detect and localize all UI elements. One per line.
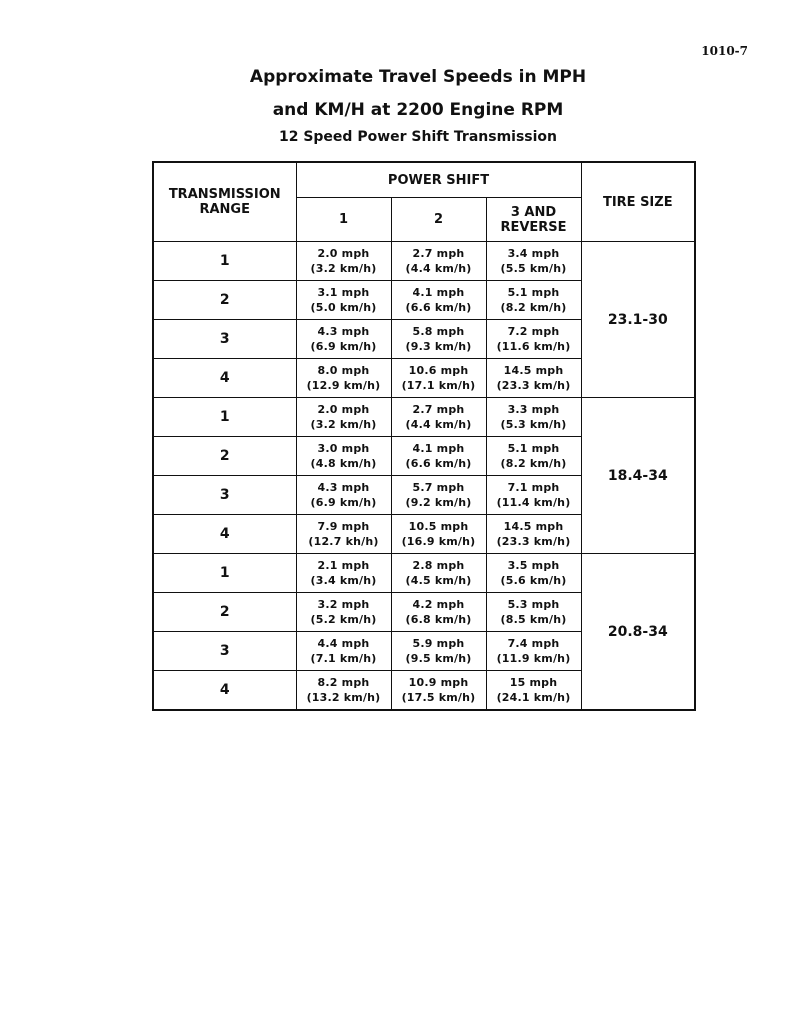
speed-kmh: (4.4 km/h) (405, 262, 472, 275)
speed-cell-shift-3 (486, 515, 581, 554)
speed-mph: 10.9 mph (408, 676, 469, 689)
speed-mph: 4.1 mph (412, 286, 465, 299)
speed-kmh: (6.9 km/h) (310, 340, 377, 353)
speed-kmh: (12.9 km/h) (306, 379, 381, 392)
transmission-range-cell: 3 (153, 476, 296, 515)
transmission-range-cell: 4 (153, 359, 296, 398)
table-row (153, 242, 695, 281)
speed-cell-shift-1 (296, 359, 391, 398)
speed-mph: 3.2 mph (317, 598, 370, 611)
speed-mph: 2.7 mph (412, 403, 465, 416)
speed-kmh: (11.4 km/h) (496, 496, 571, 509)
tire-size-cell: 18.4-34 (581, 398, 695, 554)
speed-mph: 10.6 mph (408, 364, 469, 377)
speed-cell-shift-3 (486, 554, 581, 593)
speed-mph: 14.5 mph (503, 520, 564, 533)
speed-cell-shift-2 (391, 632, 486, 671)
speed-cell-shift-1 (296, 320, 391, 359)
transmission-range-cell: 4 (153, 515, 296, 554)
transmission-range-cell: 4 (153, 671, 296, 711)
speed-cell-shift-1 (296, 593, 391, 632)
speed-cell-shift-1 (296, 242, 391, 281)
speed-kmh: (9.5 km/h) (405, 652, 472, 665)
speed-mph: 4.3 mph (317, 481, 370, 494)
speed-cell-shift-3 (486, 320, 581, 359)
speed-mph: 15 mph (509, 676, 558, 689)
speed-kmh: (5.5 km/h) (500, 262, 567, 275)
speed-kmh: (5.0 km/h) (310, 301, 377, 314)
speed-cell-shift-2 (391, 398, 486, 437)
speed-cell-shift-3 (486, 359, 581, 398)
speed-kmh: (4.4 km/h) (405, 418, 472, 431)
speed-kmh: (5.6 km/h) (500, 574, 567, 587)
speed-mph: 5.3 mph (507, 598, 560, 611)
speed-cell-shift-2 (391, 281, 486, 320)
tire-size-cell: 23.1-30 (581, 242, 695, 398)
speed-cell-shift-1 (296, 281, 391, 320)
transmission-range-cell: 1 (153, 398, 296, 437)
table-body (153, 242, 695, 711)
page-subtitle: 12 Speed Power Shift Transmission (278, 129, 558, 145)
speed-mph: 4.2 mph (412, 598, 465, 611)
speed-kmh: (6.8 km/h) (405, 613, 472, 626)
speed-kmh: (17.5 km/h) (401, 691, 476, 704)
speed-mph: 10.5 mph (408, 520, 469, 533)
speed-mph: 4.3 mph (317, 325, 370, 338)
speed-kmh: (16.9 km/h) (401, 535, 476, 548)
transmission-range-cell: 3 (153, 320, 296, 359)
shift-3-header-line2: REVERSE (500, 219, 567, 235)
speed-kmh: (6.9 km/h) (310, 496, 377, 509)
shift-3-header-line1: 3 AND (510, 204, 557, 220)
speed-kmh: (4.5 km/h) (405, 574, 472, 587)
transmission-range-cell: 1 (153, 554, 296, 593)
speed-cell-shift-2 (391, 593, 486, 632)
speed-kmh: (11.9 km/h) (496, 652, 571, 665)
speed-kmh: (7.1 km/h) (310, 652, 377, 665)
speed-cell-shift-3 (486, 242, 581, 281)
speed-mph: 5.7 mph (412, 481, 465, 494)
speed-mph: 7.1 mph (507, 481, 560, 494)
speed-kmh: (5.3 km/h) (500, 418, 567, 431)
speed-kmh: (3.2 km/h) (310, 262, 377, 275)
transmission-range-header-line1: TRANSMISSION (168, 187, 281, 202)
speed-cell-shift-3 (486, 437, 581, 476)
travel-speed-table (152, 161, 696, 711)
speed-kmh: (12.7 kh/h) (308, 535, 379, 548)
speed-cell-shift-3 (486, 632, 581, 671)
speed-mph: 8.0 mph (317, 364, 370, 377)
speed-mph: 7.9 mph (317, 520, 370, 533)
power-shift-header: POWER SHIFT (296, 162, 581, 198)
speed-mph: 2.0 mph (317, 247, 370, 260)
speed-kmh: (3.2 km/h) (310, 418, 377, 431)
speed-cell-shift-2 (391, 671, 486, 711)
speed-mph: 2.1 mph (317, 559, 370, 572)
speed-cell-shift-3 (486, 593, 581, 632)
table-row (153, 398, 695, 437)
page-title-line2: and KM/H at 2200 Engine RPM (272, 100, 564, 120)
speed-mph: 3.3 mph (507, 403, 560, 416)
speed-cell-shift-2 (391, 476, 486, 515)
speed-kmh: (13.2 km/h) (306, 691, 381, 704)
shift-2-header: 2 (391, 198, 486, 242)
speed-cell-shift-2 (391, 554, 486, 593)
speed-mph: 5.8 mph (412, 325, 465, 338)
speed-mph: 8.2 mph (317, 676, 370, 689)
tire-size-header: TIRE SIZE (581, 162, 695, 242)
speed-cell-shift-1 (296, 437, 391, 476)
tire-size-cell: 20.8-34 (581, 554, 695, 711)
speed-kmh: (6.6 km/h) (405, 301, 472, 314)
speed-kmh: (3.4 km/h) (310, 574, 377, 587)
speed-cell-shift-2 (391, 320, 486, 359)
speed-cell-shift-1 (296, 476, 391, 515)
speed-mph: 2.7 mph (412, 247, 465, 260)
transmission-range-cell: 2 (153, 281, 296, 320)
speed-mph: 3.4 mph (507, 247, 560, 260)
speed-cell-shift-3 (486, 281, 581, 320)
speed-kmh: (8.2 km/h) (500, 301, 567, 314)
speed-cell-shift-3 (486, 398, 581, 437)
speed-cell-shift-3 (486, 671, 581, 711)
speed-kmh: (17.1 km/h) (401, 379, 476, 392)
speed-cell-shift-1 (296, 554, 391, 593)
transmission-range-header-line2: RANGE (199, 202, 250, 217)
transmission-range-cell: 1 (153, 242, 296, 281)
speed-mph: 2.0 mph (317, 403, 370, 416)
speed-kmh: (8.5 km/h) (500, 613, 567, 626)
speed-kmh: (23.3 km/h) (496, 535, 571, 548)
speed-kmh: (4.8 km/h) (310, 457, 377, 470)
speed-cell-shift-2 (391, 359, 486, 398)
speed-cell-shift-1 (296, 671, 391, 711)
speed-mph: 5.1 mph (507, 286, 560, 299)
shift-1-header: 1 (296, 198, 391, 242)
speed-mph: 5.9 mph (412, 637, 465, 650)
speed-cell-shift-1 (296, 398, 391, 437)
transmission-range-cell: 2 (153, 437, 296, 476)
speed-kmh: (24.1 km/h) (496, 691, 571, 704)
speed-mph: 3.0 mph (317, 442, 370, 455)
speed-kmh: (5.2 km/h) (310, 613, 377, 626)
speed-mph: 5.1 mph (507, 442, 560, 455)
speed-cell-shift-2 (391, 515, 486, 554)
speed-kmh: (9.3 km/h) (405, 340, 472, 353)
speed-mph: 14.5 mph (503, 364, 564, 377)
speed-mph: 3.5 mph (507, 559, 560, 572)
speed-kmh: (6.6 km/h) (405, 457, 472, 470)
page-number: 1010-7 (701, 44, 748, 58)
speed-mph: 4.4 mph (317, 637, 370, 650)
speed-cell-shift-3 (486, 476, 581, 515)
table-row (153, 554, 695, 593)
speed-kmh: (9.2 km/h) (405, 496, 472, 509)
page-title-line1: Approximate Travel Speeds in MPH (249, 67, 587, 87)
speed-cell-shift-2 (391, 242, 486, 281)
speed-cell-shift-1 (296, 632, 391, 671)
speed-mph: 7.2 mph (507, 325, 560, 338)
speed-kmh: (8.2 km/h) (500, 457, 567, 470)
speed-kmh: (23.3 km/h) (496, 379, 571, 392)
speed-mph: 2.8 mph (412, 559, 465, 572)
shift-3-reverse-header (486, 198, 581, 242)
transmission-range-header (153, 162, 296, 242)
speed-cell-shift-2 (391, 437, 486, 476)
speed-mph: 7.4 mph (507, 637, 560, 650)
speed-mph: 3.1 mph (317, 286, 370, 299)
speed-cell-shift-1 (296, 515, 391, 554)
speed-mph: 4.1 mph (412, 442, 465, 455)
transmission-range-cell: 3 (153, 632, 296, 671)
speed-kmh: (11.6 km/h) (496, 340, 571, 353)
transmission-range-cell: 2 (153, 593, 296, 632)
